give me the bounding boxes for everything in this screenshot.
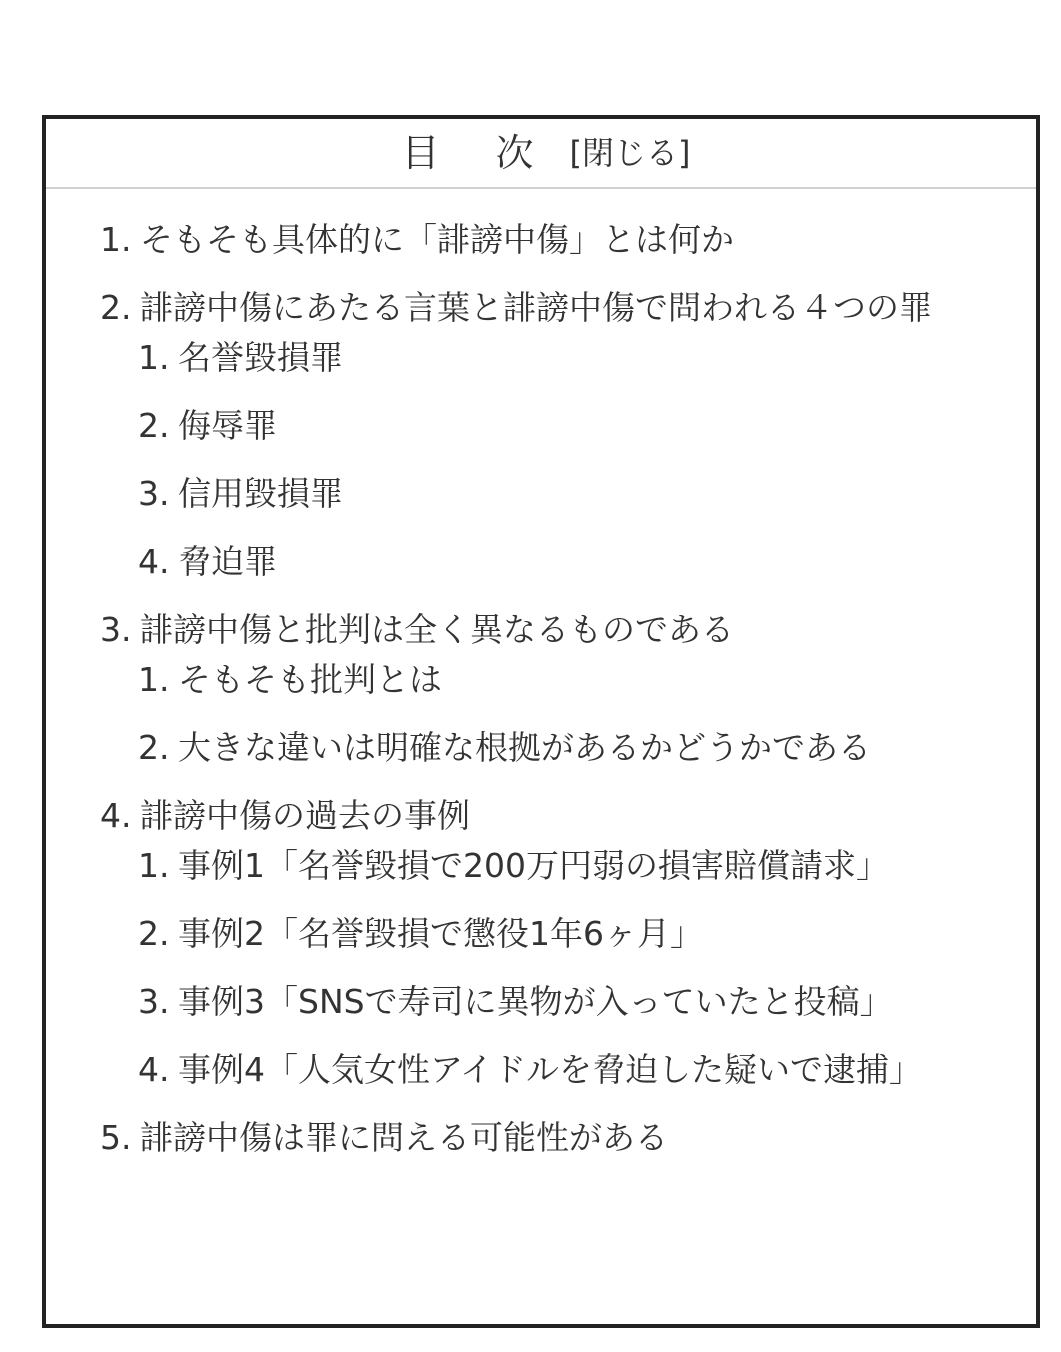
toc-subitem-link[interactable]: 事例2「名誉毀損で懲役1年6ヶ月」 [178, 914, 703, 953]
toc-subitem-number: 4. [138, 542, 170, 581]
toc-close-toggle[interactable]: [閉じる] [569, 134, 691, 172]
toc-item-link[interactable]: 誹謗中傷と批判は全く異なるものである [140, 610, 734, 649]
toc-subitem [140, 841, 1036, 891]
toc-item-link[interactable]: 誹謗中傷の過去の事例 [140, 796, 470, 835]
toc-subitem-link[interactable]: 事例4「人気女性アイドルを脅迫した疑いで逮捕」 [178, 1050, 923, 1089]
toc-item-number: 3. [100, 610, 132, 649]
toc-item-number: 1. [100, 220, 132, 259]
toc-item-number: 2. [100, 288, 132, 327]
toc-item-link[interactable]: 誹謗中傷にあたる言葉と誹謗中傷で問われる４つの罪 [140, 288, 932, 327]
table-of-contents [42, 115, 1040, 1328]
toc-item-link[interactable]: そもそも具体的に「誹謗中傷」とは何か [140, 220, 734, 259]
toc-item-number: 4. [100, 796, 132, 835]
toc-subitem-number: 1. [138, 846, 170, 885]
toc-subitem-link[interactable]: そもそも批判とは [178, 660, 442, 699]
toc-subitem-link[interactable]: 脅迫罪 [178, 542, 277, 581]
toc-subitem [140, 723, 1036, 773]
toc-subitem [140, 537, 1036, 587]
toc-subitem-link[interactable]: 信用毀損罪 [178, 474, 343, 513]
toc-item [46, 1113, 1036, 1163]
toc-subitem [140, 333, 1036, 383]
toc-sublist [140, 655, 1036, 773]
toc-item [46, 791, 1036, 1095]
toc-subitem-link[interactable]: 侮辱罪 [178, 406, 277, 445]
toc-sublist [140, 333, 1036, 587]
toc-list [46, 189, 1036, 1163]
toc-subitem [140, 977, 1036, 1027]
toc-item-number: 5. [100, 1118, 132, 1157]
toc-subitem [140, 469, 1036, 519]
toc-subitem [140, 909, 1036, 959]
toc-subitem-number: 4. [138, 1050, 170, 1089]
toc-item [46, 283, 1036, 587]
toc-sublist [140, 841, 1036, 1095]
toc-subitem-link[interactable]: 名誉毀損罪 [178, 338, 343, 377]
toc-title: 目 次 [401, 131, 556, 175]
toc-subitem-link[interactable]: 事例3「SNSで寿司に異物が入っていたと投稿」 [178, 982, 893, 1021]
toc-item [46, 215, 1036, 265]
toc-subitem [140, 655, 1036, 705]
toc-subitem [140, 1045, 1036, 1095]
toc-subitem [140, 401, 1036, 451]
toc-subitem-number: 1. [138, 660, 170, 699]
toc-subitem-number: 1. [138, 338, 170, 377]
toc-subitem-number: 3. [138, 474, 170, 513]
toc-header [46, 119, 1036, 189]
toc-item-link[interactable]: 誹謗中傷は罪に問える可能性がある [140, 1118, 668, 1157]
toc-subitem-number: 2. [138, 914, 170, 953]
toc-item [46, 605, 1036, 773]
toc-subitem-link[interactable]: 大きな違いは明確な根拠があるかどうかである [178, 728, 871, 767]
toc-subitem-number: 3. [138, 982, 170, 1021]
toc-subitem-number: 2. [138, 728, 170, 767]
toc-subitem-number: 2. [138, 406, 170, 445]
toc-subitem-link[interactable]: 事例1「名誉毀損で200万円弱の損害賠償請求」 [178, 846, 889, 885]
